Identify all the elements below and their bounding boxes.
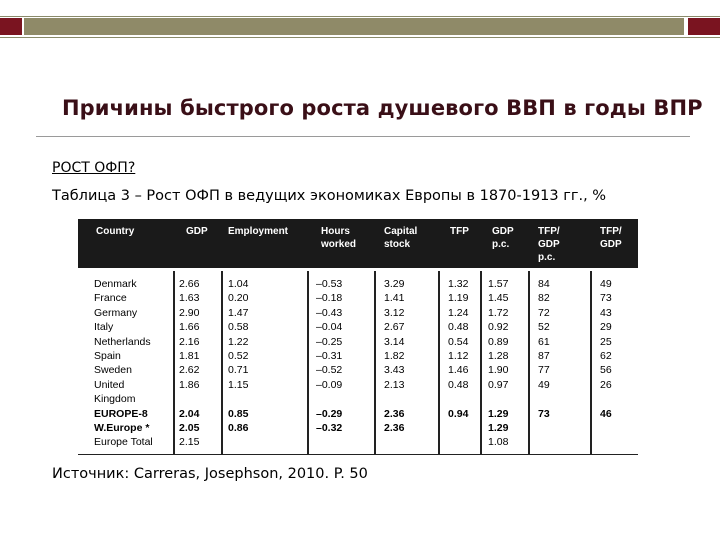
cell-employment: 0.20 — [228, 292, 249, 305]
cell-country: United — [94, 378, 125, 391]
cell-gdp: 2.90 — [179, 306, 200, 319]
cell-tfp: 1.19 — [448, 292, 469, 305]
header-tfp: TFP — [450, 226, 469, 237]
header-block-right — [688, 18, 720, 35]
cell-tfp-gdp-pc: 61 — [538, 335, 550, 348]
cell-gdp: 2.16 — [179, 335, 200, 348]
title-divider — [36, 136, 690, 137]
cell-gdp-pc: 1.57 — [488, 278, 509, 290]
cell-employment: 0.71 — [228, 364, 249, 377]
cell-country: W.Europe * — [94, 422, 150, 434]
cell-employment: 1.15 — [228, 378, 249, 391]
cell-gdp: 1.81 — [179, 350, 200, 362]
cell-tfp-gdp: 46 — [600, 407, 612, 420]
cell-tfp: 0.94 — [448, 407, 469, 420]
cell-hours-worked: –0.43 — [316, 306, 343, 319]
cell-tfp: 1.12 — [448, 350, 469, 362]
table-row — [78, 363, 638, 377]
cell-gdp-pc: 1.90 — [488, 364, 509, 377]
header-capital-stock: Capital stock — [384, 226, 418, 250]
table-row — [78, 349, 638, 363]
cell-tfp-gdp: 73 — [600, 292, 612, 305]
cell-gdp: 2.05 — [179, 422, 200, 434]
cell-capital-stock: 3.12 — [384, 306, 405, 319]
cell-tfp-gdp: 49 — [600, 278, 612, 290]
table-row — [78, 291, 638, 305]
cell-capital-stock: 3.14 — [384, 335, 405, 348]
cell-tfp: 1.46 — [448, 364, 469, 377]
cell-hours-worked: –0.25 — [316, 335, 343, 348]
cell-gdp-pc: 0.89 — [488, 335, 509, 348]
cell-tfp-gdp-pc: 72 — [538, 306, 550, 319]
tfp-table — [78, 219, 638, 454]
cell-country: Spain — [94, 350, 121, 362]
cell-gdp: 1.66 — [179, 321, 200, 334]
cell-gdp: 2.04 — [179, 407, 200, 420]
source-note: Источник: Carreras, Josephson, 2010. P. 50 — [52, 466, 368, 482]
cell-hours-worked: –0.29 — [316, 407, 343, 420]
cell-gdp: 2.66 — [179, 278, 200, 290]
cell-tfp: 1.32 — [448, 278, 469, 290]
cell-hours-worked: –0.04 — [316, 321, 343, 334]
cell-country: Italy — [94, 321, 114, 334]
cell-employment: 0.52 — [228, 350, 249, 362]
cell-tfp-gdp-pc: 82 — [538, 292, 550, 305]
table-caption: Таблица 3 – Рост ОФП в ведущих экономиках Европы в 1870-1913 гг., % — [52, 188, 607, 204]
cell-tfp-gdp-pc: 52 — [538, 321, 550, 334]
cell-gdp-pc: 1.45 — [488, 292, 509, 305]
table-row — [78, 407, 638, 421]
slide-title: Причины быстрого роста душевого ВВП в годы ВПР — [62, 96, 703, 120]
cell-capital-stock: 1.41 — [384, 292, 405, 305]
cell-hours-worked: –0.18 — [316, 292, 343, 305]
slide-subheading: РОСТ ОФП? — [52, 160, 136, 176]
cell-gdp-pc: 1.29 — [488, 422, 509, 434]
header-tfp-gdp: TFP/ GDP — [600, 226, 622, 250]
cell-tfp-gdp: 56 — [600, 364, 612, 377]
table-row — [78, 421, 638, 435]
cell-hours-worked: –0.52 — [316, 364, 343, 377]
cell-tfp-gdp-pc: 77 — [538, 364, 550, 377]
cell-country: Netherlands — [94, 335, 151, 348]
cell-gdp: 1.63 — [179, 292, 200, 305]
cell-tfp: 0.48 — [448, 321, 469, 334]
cell-capital-stock: 2.36 — [384, 422, 405, 434]
cell-hours-worked: –0.32 — [316, 422, 343, 434]
cell-employment: 1.47 — [228, 306, 249, 319]
cell-country: Kingdom — [94, 393, 136, 406]
cell-tfp: 0.54 — [448, 335, 469, 348]
cell-tfp-gdp-pc: 49 — [538, 378, 550, 391]
cell-hours-worked: –0.09 — [316, 378, 343, 391]
cell-country: France — [94, 292, 127, 305]
cell-gdp-pc: 1.28 — [488, 350, 509, 362]
cell-country: Europe Total — [94, 436, 153, 449]
cell-capital-stock: 1.82 — [384, 350, 405, 362]
cell-gdp-pc: 1.72 — [488, 306, 509, 319]
cell-tfp: 1.24 — [448, 306, 469, 319]
cell-capital-stock: 2.36 — [384, 407, 405, 420]
header-block-left — [0, 18, 22, 35]
cell-tfp-gdp-pc: 84 — [538, 278, 550, 290]
slide-header-bar — [0, 10, 720, 42]
cell-tfp-gdp-pc: 87 — [538, 350, 550, 362]
cell-country: EUROPE-8 — [94, 407, 148, 420]
cell-country: Sweden — [94, 364, 132, 377]
cell-gdp-pc: 1.08 — [488, 436, 509, 449]
header-line-top — [0, 16, 720, 17]
cell-employment: 0.85 — [228, 407, 249, 420]
cell-tfp-gdp: 26 — [600, 378, 612, 391]
cell-capital-stock: 2.13 — [384, 378, 405, 391]
cell-gdp: 1.86 — [179, 378, 200, 391]
cell-tfp-gdp-pc: 73 — [538, 407, 550, 420]
table-row — [78, 378, 638, 392]
cell-tfp-gdp: 29 — [600, 321, 612, 334]
header-gdp: GDP — [186, 226, 208, 237]
table-row — [78, 277, 638, 291]
table-row — [78, 320, 638, 334]
table-row — [78, 335, 638, 349]
cell-capital-stock: 2.67 — [384, 321, 405, 334]
cell-country: Denmark — [94, 278, 137, 290]
table-row — [78, 435, 638, 449]
cell-hours-worked: –0.53 — [316, 278, 343, 290]
cell-employment: 1.22 — [228, 335, 249, 348]
header-block-center — [24, 18, 684, 35]
cell-tfp: 0.48 — [448, 378, 469, 391]
cell-tfp-gdp: 43 — [600, 306, 612, 319]
cell-tfp-gdp: 25 — [600, 335, 612, 348]
header-employment: Employment — [228, 226, 289, 237]
cell-gdp-pc: 1.29 — [488, 407, 509, 420]
cell-hours-worked: –0.31 — [316, 350, 343, 362]
table-row — [78, 392, 638, 406]
cell-capital-stock: 3.29 — [384, 278, 405, 290]
header-tfp-gdp-pc: TFP/ GDP p.c. — [538, 226, 560, 263]
header-gdp-pc: GDP p.c. — [492, 226, 514, 250]
cell-country: Germany — [94, 306, 138, 319]
header-country: Country — [96, 226, 135, 237]
cell-gdp: 2.15 — [179, 436, 200, 449]
cell-gdp-pc: 0.97 — [488, 378, 509, 391]
cell-gdp: 2.62 — [179, 364, 200, 377]
cell-tfp-gdp: 62 — [600, 350, 612, 362]
cell-employment: 0.86 — [228, 422, 249, 434]
cell-capital-stock: 3.43 — [384, 364, 405, 377]
header-line-bottom — [0, 37, 720, 38]
cell-employment: 1.04 — [228, 278, 249, 290]
table-row — [78, 306, 638, 320]
header-hours-worked: Hours worked — [321, 226, 357, 250]
cell-employment: 0.58 — [228, 321, 249, 334]
cell-gdp-pc: 0.92 — [488, 321, 509, 334]
